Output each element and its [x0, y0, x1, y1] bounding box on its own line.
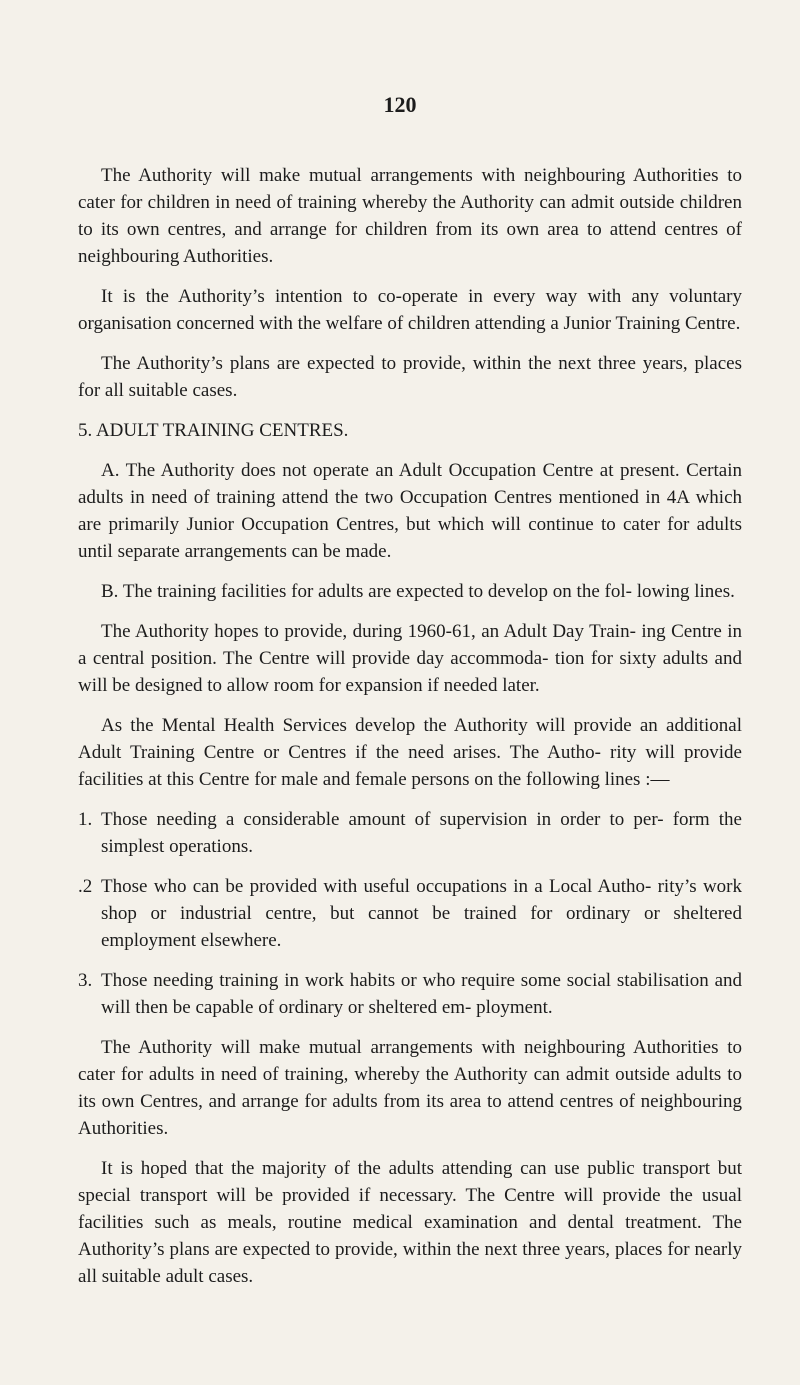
- paragraph-neighbouring-adults: The Authority will make mutual arrangements with neighbouring Authorities to cater for adults in need of training, whereby the Authority can admit outside adults to its own Centres, and arrange for adults from its area to attend centres of neighbouring Authorities.: [78, 1037, 742, 1139]
- list-item-text: Those needing training in work habits or who require some social stabilisation and will then be capable of ordinary or sheltered em- ployment.: [101, 970, 742, 1018]
- section-heading-adult-training: 5. ADULT TRAINING CENTRES.: [78, 420, 349, 441]
- list-item-number: .2: [78, 876, 93, 897]
- page-number: 120: [383, 92, 417, 117]
- list-item: [78, 806, 742, 860]
- list-item-text: Those who can be provided with useful occupations in a Local Autho- rity’s work shop or industrial centre, but cannot be trained for ordinary or sheltered employment elsewhere.: [101, 876, 742, 951]
- paragraph-voluntary-cooperation: It is the Authority’s intention to co-operate in every way with any voluntary organisation concerned with the welfare of children attending a Junior Training Centre.: [78, 286, 742, 334]
- paragraph-additional-centres: As the Mental Health Services develop the Authority will provide an additional Adult Training Centre or Centres if the need arises. The Autho- rity will provide facilities at this Centre for male and female persons on the following lines :—: [78, 715, 742, 790]
- paragraph-junior-plans: The Authority’s plans are expected to provide, within the next three years, places for all suitable cases.: [78, 353, 742, 401]
- paragraph-day-centre: The Authority hopes to provide, during 1960-61, an Adult Day Train- ing Centre in a central position. The Centre will provide day accommoda- tion for sixty adults and will be designed to allow room for expansion if needed later.: [78, 621, 742, 696]
- paragraph-section-a: A. The Authority does not operate an Adult Occupation Centre at present. Certain adults in need of training attend the two Occupation Centres mentioned in 4A which are primarily Junior Occupation Centres, but which will continue to cater for adults until separate arrangements can be made.: [78, 460, 742, 562]
- list-item: [78, 967, 742, 1021]
- list-item: [78, 873, 742, 954]
- list-item-number: 3.: [78, 970, 93, 991]
- list-item-number: 1.: [78, 809, 93, 830]
- paragraph-neighbouring-children: The Authority will make mutual arrangements with neighbouring Authorities to cater for children in need of training whereby the Authority can admit outside children to its own centres, and arrange for children from its own area to attend centres of neighbouring Authorities.: [78, 165, 742, 267]
- list-item-text: Those needing a considerable amount of supervision in order to per- form the simplest operations.: [101, 809, 742, 857]
- page-body: [78, 162, 742, 1303]
- paragraph-transport-facilities: It is hoped that the majority of the adults attending can use public transport but special transport will be provided if necessary. The Centre will provide the usual facilities such as meals, routine medical examination and dental treatment. The Authority’s plans are expected to provide, within the next three years, places for nearly all suitable adult cases.: [78, 1158, 742, 1287]
- paragraph-section-b: B. The training facilities for adults are expected to develop on the fol- lowing lines.: [101, 581, 735, 602]
